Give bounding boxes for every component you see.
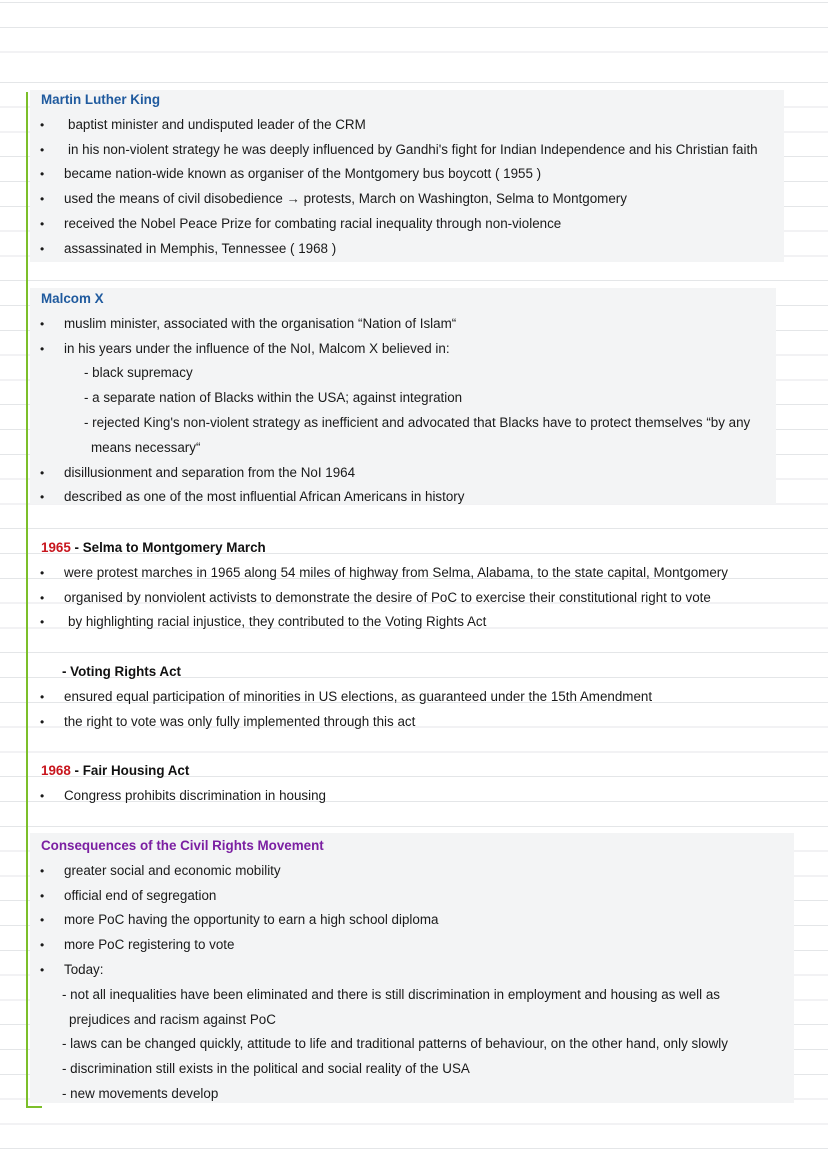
bullet: • <box>40 689 45 704</box>
list-item <box>0 162 828 187</box>
list-item-text: by highlighting racial injustice, they contributed to the Voting Rights Act <box>68 614 487 630</box>
bullet: • <box>40 938 45 953</box>
sub-item: - new movements develop <box>62 1086 219 1101</box>
mlk-title: Martin Luther King <box>41 92 161 107</box>
list-item-text: disillusionment and separation from the NoI 1964 <box>64 464 356 480</box>
list-item <box>0 312 828 337</box>
bullet: • <box>40 615 45 630</box>
list-item-text: received the Nobel Peace Prize for combating racial inequality through non-violence <box>64 216 562 231</box>
list-item-text: used the means of civil disobedience → protests, March on Washington, Selma to Montgomery <box>64 191 627 207</box>
sub-item-continued: prejudices and racism against PoC <box>69 1011 276 1027</box>
list-item-text: ensured equal participation of minorities in US elections, as guaranteed under the 15th Amendment <box>64 688 653 704</box>
bullet: • <box>40 565 45 580</box>
selma-title-text: - Selma to Montgomery March <box>70 540 266 555</box>
bullet: • <box>40 142 45 157</box>
list-item <box>0 237 828 262</box>
consequences-title: Consequences of the Civil Rights Movement <box>41 838 324 853</box>
list-item-text: described as one of the most influential African Americans in history <box>64 489 465 505</box>
list-item-text: more PoC registering to vote <box>64 937 235 953</box>
list-item-text: were protest marches in 1965 along 54 miles of highway from Selma, Alabama, to the state capital, Montgomery <box>64 564 728 580</box>
bullet: • <box>40 465 45 480</box>
list-item-text: greater social and economic mobility <box>64 862 281 878</box>
list-item-text: Congress prohibits discrimination in housing <box>64 787 326 803</box>
bullet: • <box>40 714 45 729</box>
sub-item: - a separate nation of Blacks within the USA; against integration <box>84 390 463 406</box>
list-item-text: more PoC having the opportunity to earn a high school diploma <box>64 912 439 928</box>
list-item <box>0 784 828 809</box>
sub-item: - not all inequalities have been eliminated and there is still discrimination in employment and housing as well as <box>62 986 720 1002</box>
list-item <box>0 859 828 884</box>
sub-item: - laws can be changed quickly, attitude to life and traditional patterns of behaviour, on the other hand, only slowly <box>62 1036 728 1052</box>
list-item <box>0 212 828 237</box>
housing-title-text: - Fair Housing Act <box>70 763 190 778</box>
bullet: • <box>40 490 45 505</box>
list-item <box>0 187 828 212</box>
list-item <box>0 610 828 635</box>
list-item-text: muslim minister, associated with the organisation “Nation of Islam“ <box>64 315 457 331</box>
list-item-text: in his years under the influence of the NoI, Malcom X believed in: <box>64 340 450 356</box>
list-item-text: official end of segregation <box>64 887 217 903</box>
bullet: • <box>40 963 45 977</box>
bullet: • <box>40 913 45 928</box>
bullet: • <box>40 788 45 803</box>
list-item-text: the right to vote was only fully implemented through this act <box>64 713 416 729</box>
list-item <box>0 113 828 138</box>
bullet: • <box>40 217 45 231</box>
bullet: • <box>40 316 45 331</box>
bullet: • <box>40 241 45 256</box>
list-item <box>0 485 828 510</box>
list-item <box>0 884 828 909</box>
list-item <box>0 685 828 710</box>
malcolm-title: Malcom X <box>41 291 104 306</box>
list-item <box>0 908 828 933</box>
list-item-text: organised by nonviolent activists to demonstrate the desire of PoC to exercise their constitutional right to vote <box>64 589 711 605</box>
bullet: • <box>40 863 45 878</box>
selma-year: 1965 <box>41 540 71 555</box>
voting-title: - Voting Rights Act <box>62 664 182 679</box>
bullet: • <box>40 192 45 207</box>
sub-item: - discrimination still exists in the political and social reality of the USA <box>62 1061 470 1077</box>
bullet: • <box>40 167 45 182</box>
list-item-text: in his non-violent strategy he was deeply influenced by Gandhi's fight for Indian Independence and his Christian faith <box>68 141 758 157</box>
bullet: • <box>40 117 45 132</box>
bullet: • <box>40 888 45 903</box>
margin-line-foot <box>26 1106 42 1108</box>
list-item <box>0 586 828 611</box>
list-item <box>0 337 828 362</box>
sub-item-continued: means necessary“ <box>91 439 201 455</box>
list-item <box>0 958 828 983</box>
selma-title <box>41 536 266 561</box>
list-item-text: assassinated in Memphis, Tennessee ( 1968 ) <box>64 240 337 256</box>
bullet: • <box>40 341 45 356</box>
list-item <box>0 461 828 486</box>
list-item <box>0 710 828 735</box>
sub-item: - rejected King's non-violent strategy as inefficient and advocated that Blacks have to protect themselves “by any <box>84 415 751 430</box>
list-item-text: baptist minister and undisputed leader of the CRM <box>68 116 366 132</box>
housing-year: 1968 <box>41 763 71 778</box>
list-item-text: Today: <box>64 962 104 977</box>
list-item <box>0 138 828 163</box>
list-item-text: became nation-wide known as organiser of the Montgomery bus boycott ( 1955 ) <box>64 166 542 182</box>
list-item <box>0 933 828 958</box>
bullet: • <box>40 590 45 605</box>
housing-title <box>41 759 189 784</box>
sub-item: - black supremacy <box>84 365 193 381</box>
list-item <box>0 561 828 586</box>
